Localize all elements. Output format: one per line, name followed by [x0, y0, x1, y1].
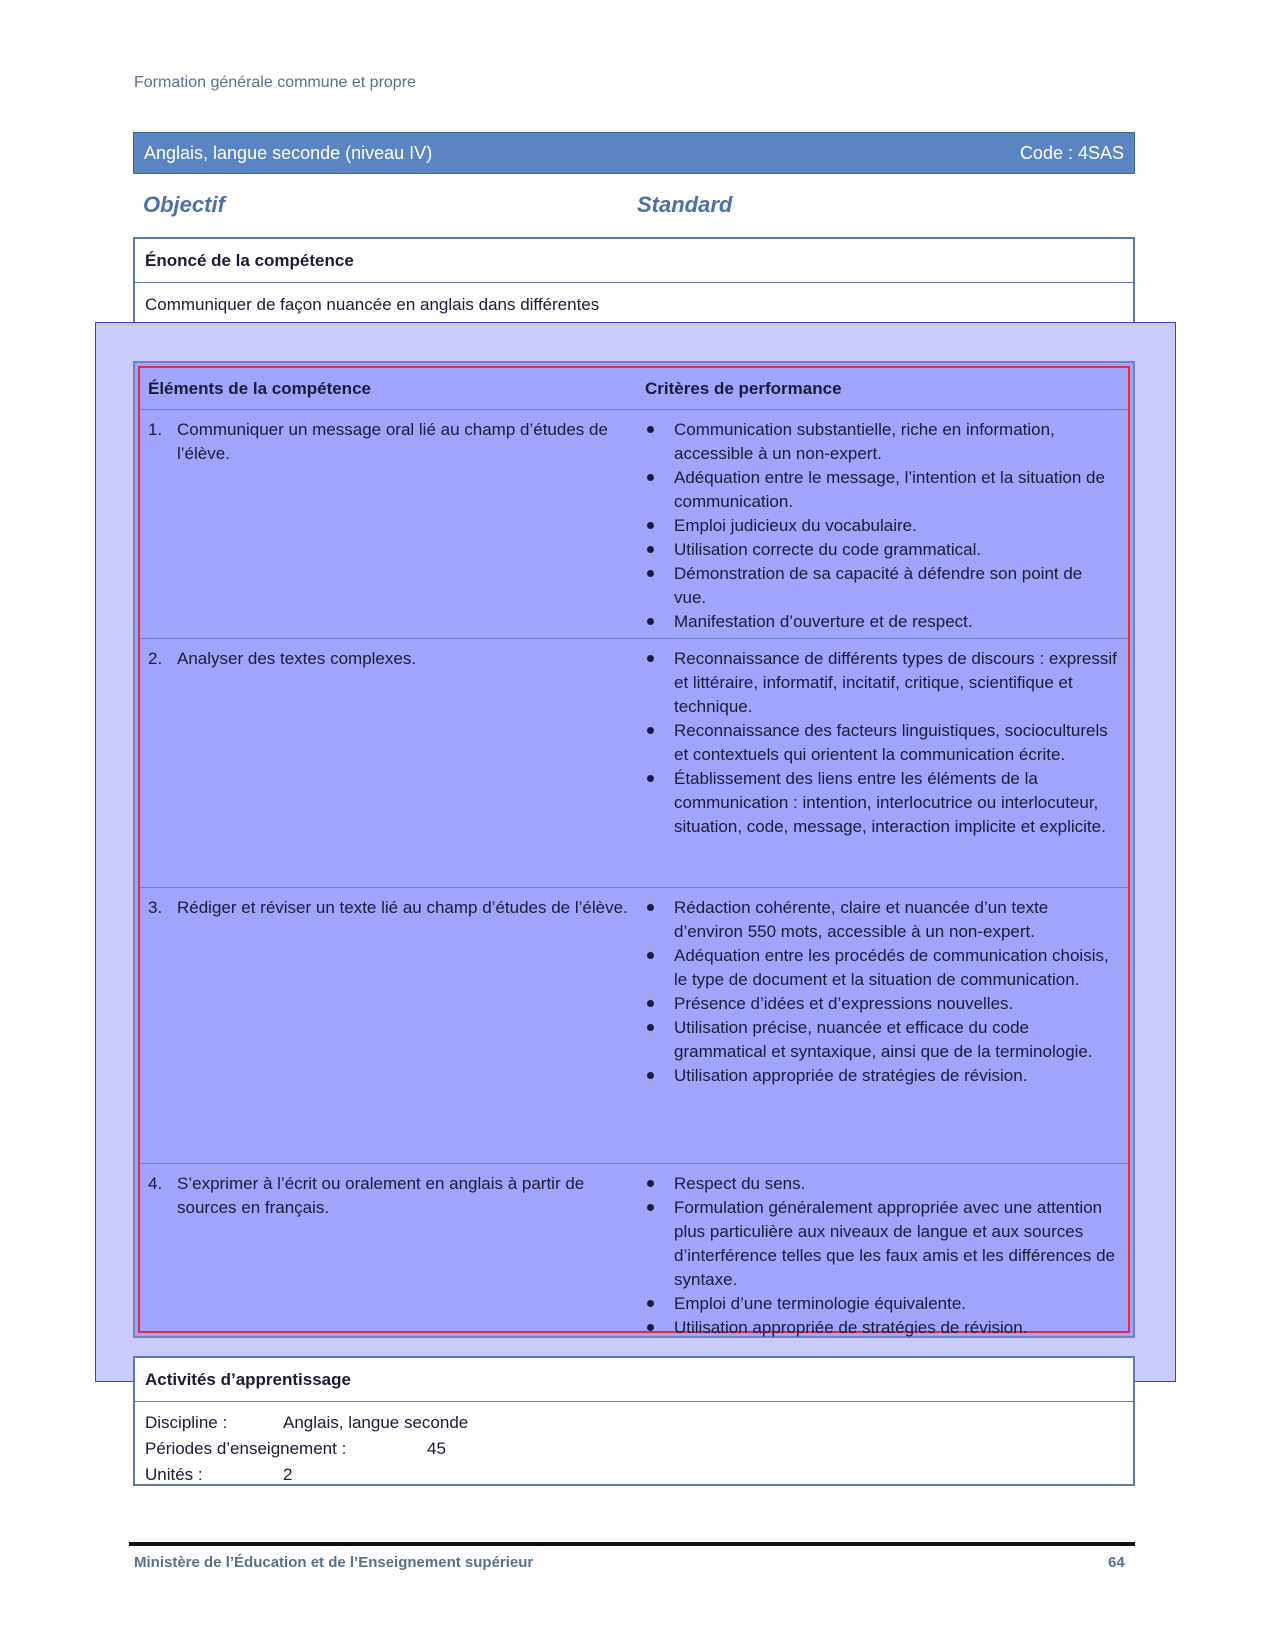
periodes-label: Périodes d’enseignement : [145, 1439, 347, 1458]
element-text: S’exprimer à l’écrit ou oralement en anglais à partir de sources en français. [177, 1174, 585, 1217]
footer-ministry: Ministère de l’Éducation et de l’Enseignement supérieur [134, 1554, 534, 1571]
course-title-bar [133, 132, 1135, 174]
competence-table [133, 361, 1135, 1338]
discipline-label: Discipline : [145, 1413, 228, 1432]
table-row [140, 888, 1128, 1164]
footer-rule [129, 1542, 1135, 1546]
bullet-icon [647, 1300, 654, 1307]
criterion-item: Reconnaissance des facteurs linguistiques, socioculturels et contextuels qui orientent la communication écrite. [645, 719, 1118, 767]
element-number: 4. [148, 1174, 163, 1193]
enonce-text: Communiquer de façon nuancée en anglais dans différentes [145, 295, 600, 314]
criterion-item: Utilisation appropriée de stratégies de révision. [645, 1316, 1118, 1340]
header-elements: Éléments de la compétence [148, 379, 371, 398]
element-number: 1. [148, 420, 163, 439]
bullet-icon [647, 952, 654, 959]
running-header: Formation générale commune et propre [134, 74, 416, 91]
criterion-item: Reconnaissance de différents types de discours : expressif et littéraire, informatif, incitatif, critique, scientifique et technique. [645, 647, 1118, 719]
objectif-label: Objectif [143, 192, 225, 217]
bullet-icon [647, 618, 654, 625]
element-number: 3. [148, 898, 163, 917]
bullet-icon [647, 1324, 654, 1331]
criterion-item: Adéquation entre les procédés de communication choisis, le type de document et la situation de communication. [645, 944, 1118, 992]
bullet-icon [647, 775, 654, 782]
element-cell [148, 1172, 633, 1220]
activites-heading: Activités d’apprentissage [135, 1358, 1133, 1402]
bullet-icon [647, 1000, 654, 1007]
bullet-icon [647, 522, 654, 529]
criteria-list [645, 418, 1118, 634]
bullet-icon [647, 546, 654, 553]
activites-box [133, 1356, 1135, 1486]
bullet-icon [647, 727, 654, 734]
bullet-icon [647, 570, 654, 577]
criterion-item: Établissement des liens entre les éléments de la communication : intention, interlocutrice ou interlocuteur, situation, code, message, interaction implicite et explicite. [645, 767, 1118, 839]
competence-table-highlight [138, 366, 1130, 1337]
criteria-list [645, 647, 1118, 839]
criterion-item: Emploi judicieux du vocabulaire. [645, 514, 1118, 538]
criterion-item: Formulation généralement appropriée avec une attention plus particulière aux niveaux de langue et aux sources d’interférence telles que les faux amis et les différences de syntaxe. [645, 1196, 1118, 1292]
element-number: 2. [148, 649, 163, 668]
periodes-row [145, 1436, 1123, 1462]
header-criteres: Critères de performance [645, 379, 842, 398]
criterion-item: Utilisation précise, nuancée et efficace du code grammatical et syntaxique, ainsi que de la terminologie. [645, 1016, 1118, 1064]
element-text: Rédiger et réviser un texte lié au champ d’études de l’élève. [177, 898, 628, 917]
page-number: 64 [1108, 1554, 1125, 1571]
table-header [140, 368, 1128, 410]
unites-label: Unités : [145, 1465, 203, 1484]
element-text: Communiquer un message oral lié au champ d’études de l’élève. [177, 420, 608, 463]
unites-row [145, 1462, 1123, 1488]
criterion-item: Utilisation appropriée de stratégies de révision. [645, 1064, 1118, 1088]
unites-value: 2 [283, 1465, 293, 1484]
enonce-heading: Énoncé de la compétence [135, 239, 1133, 283]
criteria-list [645, 896, 1118, 1088]
element-cell [148, 647, 633, 671]
element-text: Analyser des textes complexes. [177, 649, 417, 668]
bullet-icon [647, 1204, 654, 1211]
bullet-icon [647, 1024, 654, 1031]
criterion-item: Rédaction cohérente, claire et nuancée d’un texte d’environ 550 mots, accessible à un non-expert. [645, 896, 1118, 944]
course-code: Code : 4SAS [1019, 143, 1124, 163]
bullet-icon [647, 426, 654, 433]
criterion-item: Utilisation correcte du code grammatical. [645, 538, 1118, 562]
bullet-icon [647, 474, 654, 481]
discipline-row [145, 1410, 1123, 1436]
criterion-item: Manifestation d’ouverture et de respect. [645, 610, 1118, 634]
table-row [140, 410, 1128, 639]
activites-details [135, 1402, 1133, 1496]
criteria-list [645, 1172, 1118, 1340]
element-cell [148, 418, 633, 466]
table-row [140, 639, 1128, 888]
bullet-icon [647, 655, 654, 662]
bullet-icon [647, 1072, 654, 1079]
bullet-icon [647, 1180, 654, 1187]
criterion-item: Démonstration de sa capacité à défendre son point de vue. [645, 562, 1118, 610]
standard-label: Standard [637, 192, 733, 217]
element-cell [148, 896, 633, 920]
criterion-item: Respect du sens. [645, 1172, 1118, 1196]
discipline-value: Anglais, langue seconde [283, 1413, 469, 1432]
bullet-icon [647, 904, 654, 911]
criterion-item: Emploi d’une terminologie équivalente. [645, 1292, 1118, 1316]
periodes-value: 45 [427, 1439, 446, 1458]
table-row [140, 1164, 1128, 1337]
criterion-item: Communication substantielle, riche en information, accessible à un non-expert. [645, 418, 1118, 466]
criterion-item: Présence d’idées et d’expressions nouvelles. [645, 992, 1118, 1016]
criterion-item: Adéquation entre le message, l’intention et la situation de communication. [645, 466, 1118, 514]
course-title: Anglais, langue seconde (niveau IV) [144, 143, 433, 163]
